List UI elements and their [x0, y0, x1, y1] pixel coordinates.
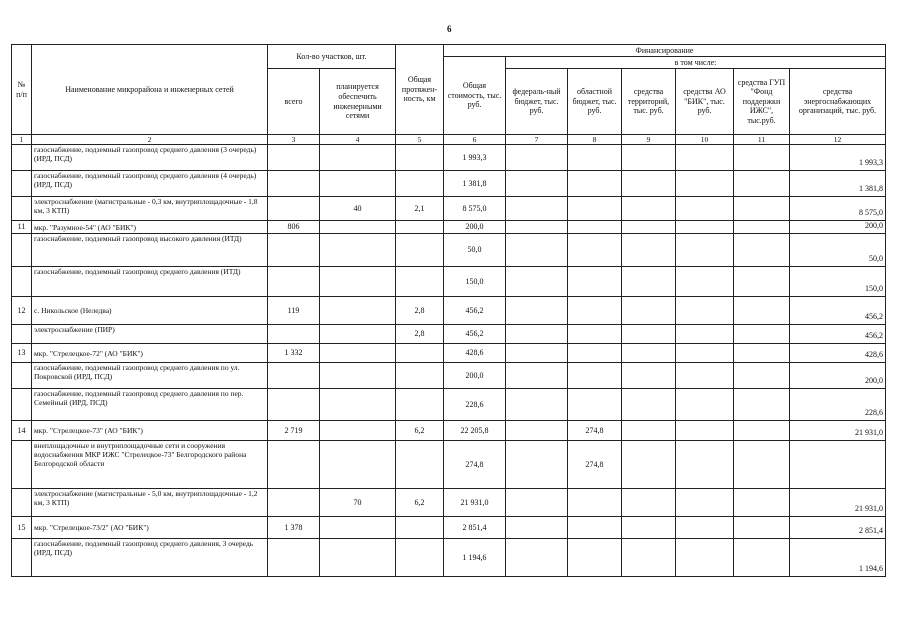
cell-energy [790, 441, 886, 489]
cell-territory [622, 267, 676, 297]
cell-planned [320, 344, 396, 363]
cell-territory [622, 421, 676, 441]
cell-gup [734, 197, 790, 221]
cell-planned: 70 [320, 489, 396, 517]
cell-length: 6,2 [396, 421, 444, 441]
cell-bik [676, 325, 734, 344]
cell-length [396, 389, 444, 421]
cell-federal [506, 145, 568, 171]
cell-total [268, 325, 320, 344]
cell-bik [676, 441, 734, 489]
cell-cost: 200,0 [444, 363, 506, 389]
cell-name: газоснабжение, подземный газопровод среднего давления, 3 очередь (ИРД, ПСД) [32, 539, 268, 577]
cell-bik [676, 489, 734, 517]
column-number: 1 [12, 135, 32, 145]
cell-regional [568, 489, 622, 517]
cell-name: электроснабжение (магистральные - 0,3 км, внутриплощадочные - 1,8 км, 3 КТП) [32, 197, 268, 221]
cell-bik [676, 421, 734, 441]
cell-energy: 228,6 [790, 389, 886, 421]
header-plots: Кол-во участков, шт. [268, 45, 396, 69]
table-row [12, 421, 886, 441]
cell-federal [506, 489, 568, 517]
cell-planned: 40 [320, 197, 396, 221]
table-row [12, 539, 886, 577]
cell-regional [568, 325, 622, 344]
cell-bik [676, 389, 734, 421]
cell-federal [506, 267, 568, 297]
cell-gup [734, 171, 790, 197]
cell-name: мкр. "Стрелецкое-73" (АО "БИК") [32, 421, 268, 441]
cell-territory [622, 441, 676, 489]
cell-energy: 21 931,0 [790, 421, 886, 441]
cell-gup [734, 297, 790, 325]
table-row [12, 171, 886, 197]
cell-num [12, 489, 32, 517]
cell-planned [320, 221, 396, 234]
cell-bik [676, 221, 734, 234]
cell-planned [320, 297, 396, 325]
cell-territory [622, 363, 676, 389]
cell-total: 2 719 [268, 421, 320, 441]
cell-total [268, 441, 320, 489]
cell-name: газоснабжение, подземный газопровод высокого давления (ИТД) [32, 234, 268, 267]
cell-num [12, 325, 32, 344]
cell-planned [320, 267, 396, 297]
cell-cost: 228,6 [444, 389, 506, 421]
table-row [12, 363, 886, 389]
cell-total: 119 [268, 297, 320, 325]
cell-energy: 1 194,6 [790, 539, 886, 577]
cell-energy: 428,6 [790, 344, 886, 363]
cell-total [268, 539, 320, 577]
cell-territory [622, 297, 676, 325]
cell-cost: 456,2 [444, 325, 506, 344]
cell-regional: 274,8 [568, 441, 622, 489]
cell-planned [320, 363, 396, 389]
cell-territory [622, 221, 676, 234]
header-total-cost: Общая стоимость, тыс. руб. [444, 57, 506, 135]
cell-gup [734, 517, 790, 539]
cell-length: 2,8 [396, 325, 444, 344]
cell-regional [568, 389, 622, 421]
cell-gup [734, 441, 790, 489]
cell-total: 806 [268, 221, 320, 234]
cell-num [12, 267, 32, 297]
column-number: 12 [790, 135, 886, 145]
cell-cost: 1 993,3 [444, 145, 506, 171]
cell-length [396, 441, 444, 489]
cell-gup [734, 325, 790, 344]
header-bik: средства АО "БИК", тыс. руб. [676, 69, 734, 135]
cell-regional [568, 145, 622, 171]
cell-federal [506, 325, 568, 344]
cell-total [268, 197, 320, 221]
cell-energy: 456,2 [790, 325, 886, 344]
column-number: 4 [320, 135, 396, 145]
cell-num: 12 [12, 297, 32, 325]
cell-energy: 50,0 [790, 234, 886, 267]
cell-regional [568, 267, 622, 297]
column-number: 3 [268, 135, 320, 145]
header-financing: Финансирование [444, 45, 886, 57]
cell-cost: 2 851,4 [444, 517, 506, 539]
header-regional: областной бюджет, тыс. руб. [568, 69, 622, 135]
column-number: 5 [396, 135, 444, 145]
cell-federal [506, 197, 568, 221]
cell-federal [506, 421, 568, 441]
cell-territory [622, 539, 676, 577]
cell-cost: 456,2 [444, 297, 506, 325]
cell-planned [320, 145, 396, 171]
cell-total [268, 363, 320, 389]
column-number: 9 [622, 135, 676, 145]
cell-cost: 50,0 [444, 234, 506, 267]
column-number: 11 [734, 135, 790, 145]
cell-cost: 150,0 [444, 267, 506, 297]
table-row [12, 441, 886, 489]
table-row [12, 197, 886, 221]
cell-cost: 8 575,0 [444, 197, 506, 221]
cell-gup [734, 489, 790, 517]
cell-bik [676, 267, 734, 297]
cell-name: с. Никольское (Неледва) [32, 297, 268, 325]
cell-num [12, 197, 32, 221]
header-num: № п/п [12, 45, 32, 135]
column-number-row [12, 135, 886, 145]
cell-cost: 274,8 [444, 441, 506, 489]
cell-regional [568, 539, 622, 577]
cell-energy: 200,0 [790, 363, 886, 389]
cell-territory [622, 489, 676, 517]
cell-gup [734, 363, 790, 389]
table-row [12, 221, 886, 234]
table-row [12, 389, 886, 421]
cell-name: газоснабжение, подземный газопровод среднего давления (4 очередь) (ИРД, ПСД) [32, 171, 268, 197]
cell-federal [506, 171, 568, 197]
table-row [12, 145, 886, 171]
cell-territory [622, 344, 676, 363]
table-row [12, 489, 886, 517]
cell-length: 2,8 [396, 297, 444, 325]
cell-planned [320, 517, 396, 539]
cell-cost: 1 194,6 [444, 539, 506, 577]
column-number: 2 [32, 135, 268, 145]
cell-name: мкр. "Разумное-54" (АО "БИК") [32, 221, 268, 234]
table-row [12, 234, 886, 267]
cell-num [12, 389, 32, 421]
cell-bik [676, 297, 734, 325]
cell-regional [568, 344, 622, 363]
cell-gup [734, 389, 790, 421]
cell-gup [734, 539, 790, 577]
page-number: 6 [447, 24, 452, 34]
cell-total [268, 171, 320, 197]
cell-territory [622, 197, 676, 221]
cell-federal [506, 297, 568, 325]
cell-territory [622, 234, 676, 267]
cell-federal [506, 344, 568, 363]
cell-regional [568, 171, 622, 197]
header-plots-total: всего [268, 69, 320, 135]
cell-length [396, 267, 444, 297]
cell-federal [506, 389, 568, 421]
cell-planned [320, 539, 396, 577]
column-number: 8 [568, 135, 622, 145]
cell-gup [734, 145, 790, 171]
cell-total [268, 234, 320, 267]
cell-num [12, 363, 32, 389]
cell-regional [568, 221, 622, 234]
cell-federal [506, 221, 568, 234]
cell-planned [320, 389, 396, 421]
cell-regional [568, 363, 622, 389]
cell-bik [676, 363, 734, 389]
cell-name: газоснабжение, подземный газопровод среднего давления (ИТД) [32, 267, 268, 297]
header-plots-planned: планируется обеспечить инженерными сетями [320, 69, 396, 135]
header-including: в том числе: [506, 57, 886, 69]
cell-cost: 21 931,0 [444, 489, 506, 517]
cell-bik [676, 197, 734, 221]
cell-gup [734, 267, 790, 297]
cell-energy: 1 993,3 [790, 145, 886, 171]
cell-regional [568, 517, 622, 539]
cell-total [268, 389, 320, 421]
cell-name: внеплощадочные и внутриплощадочные сети и сооружения водоснабжения МКР ИЖС "Стрелецкое-73" Белгородского района Белгородской области [32, 441, 268, 489]
cell-num: 11 [12, 221, 32, 234]
cell-bik [676, 234, 734, 267]
cell-gup [734, 421, 790, 441]
table-row [12, 267, 886, 297]
cell-federal [506, 517, 568, 539]
cell-name: электроснабжение (магистральные - 5,0 км, внутриплощадочные - 1,2 км, 3 КТП) [32, 489, 268, 517]
cell-total [268, 267, 320, 297]
cell-num [12, 539, 32, 577]
cell-num: 13 [12, 344, 32, 363]
cell-energy: 21 931,0 [790, 489, 886, 517]
cell-length [396, 344, 444, 363]
header-name: Наименование микрорайона и инженерных сетей [32, 45, 268, 135]
cell-gup [734, 344, 790, 363]
cell-length [396, 517, 444, 539]
cell-length [396, 539, 444, 577]
table-row [12, 297, 886, 325]
cell-federal [506, 234, 568, 267]
cell-energy: 2 851,4 [790, 517, 886, 539]
cell-cost: 428,6 [444, 344, 506, 363]
cell-energy: 8 575,0 [790, 197, 886, 221]
cell-name: газоснабжение, подземный газопровод среднего давления (3 очередь) (ИРД, ПСД) [32, 145, 268, 171]
cell-planned [320, 171, 396, 197]
cell-regional [568, 197, 622, 221]
cell-name: мкр. "Стрелецкое-73/2" (АО "БИК") [32, 517, 268, 539]
header-territory: средства территорий, тыс. руб. [622, 69, 676, 135]
cell-energy: 1 381,8 [790, 171, 886, 197]
cell-cost: 22 205,8 [444, 421, 506, 441]
cell-length: 2,1 [396, 197, 444, 221]
cell-regional [568, 297, 622, 325]
cell-length [396, 221, 444, 234]
column-number: 7 [506, 135, 568, 145]
header-length: Общая протяжен-ность, км [396, 45, 444, 135]
column-number: 6 [444, 135, 506, 145]
cell-federal [506, 441, 568, 489]
cell-num [12, 145, 32, 171]
cell-energy: 150,0 [790, 267, 886, 297]
table-row [12, 344, 886, 363]
cell-planned [320, 325, 396, 344]
financing-table [11, 44, 886, 577]
cell-territory [622, 145, 676, 171]
cell-federal [506, 539, 568, 577]
cell-bik [676, 539, 734, 577]
cell-territory [622, 517, 676, 539]
cell-num: 15 [12, 517, 32, 539]
cell-bik [676, 171, 734, 197]
cell-regional [568, 234, 622, 267]
cell-gup [734, 221, 790, 234]
cell-energy: 456,2 [790, 297, 886, 325]
cell-length [396, 234, 444, 267]
header-gup: средства ГУП "Фонд поддержки ИЖС", тыс.руб. [734, 69, 790, 135]
cell-cost: 200,0 [444, 221, 506, 234]
cell-num: 14 [12, 421, 32, 441]
column-number: 10 [676, 135, 734, 145]
cell-name: электроснабжение (ПИР) [32, 325, 268, 344]
cell-length [396, 363, 444, 389]
cell-num [12, 234, 32, 267]
cell-total [268, 145, 320, 171]
cell-cost: 1 381,8 [444, 171, 506, 197]
cell-total [268, 489, 320, 517]
cell-territory [622, 171, 676, 197]
cell-total: 1 332 [268, 344, 320, 363]
cell-federal [506, 363, 568, 389]
cell-length: 6,2 [396, 489, 444, 517]
cell-length [396, 145, 444, 171]
cell-territory [622, 389, 676, 421]
cell-total: 1 378 [268, 517, 320, 539]
cell-planned [320, 234, 396, 267]
table-row [12, 517, 886, 539]
cell-planned [320, 441, 396, 489]
cell-regional: 274,8 [568, 421, 622, 441]
table-row [12, 325, 886, 344]
table-body [12, 145, 886, 577]
cell-bik [676, 344, 734, 363]
cell-name: газоснабжение, подземный газопровод среднего давления по ул. Покровской (ИРД, ПСД) [32, 363, 268, 389]
cell-bik [676, 145, 734, 171]
header-energy: средства энергоснабжающих организаций, тыс. руб. [790, 69, 886, 135]
header-federal: федераль-ный бюджет, тыс. руб. [506, 69, 568, 135]
cell-gup [734, 234, 790, 267]
cell-bik [676, 517, 734, 539]
cell-num [12, 171, 32, 197]
cell-name: газоснабжение, подземный газопровод среднего давления по пер. Семейный (ИРД, ПСД) [32, 389, 268, 421]
cell-name: мкр. "Стрелецкое-72" (АО "БИК") [32, 344, 268, 363]
cell-num [12, 441, 32, 489]
cell-planned [320, 421, 396, 441]
cell-territory [622, 325, 676, 344]
cell-energy: 200,0 [790, 221, 886, 234]
cell-length [396, 171, 444, 197]
